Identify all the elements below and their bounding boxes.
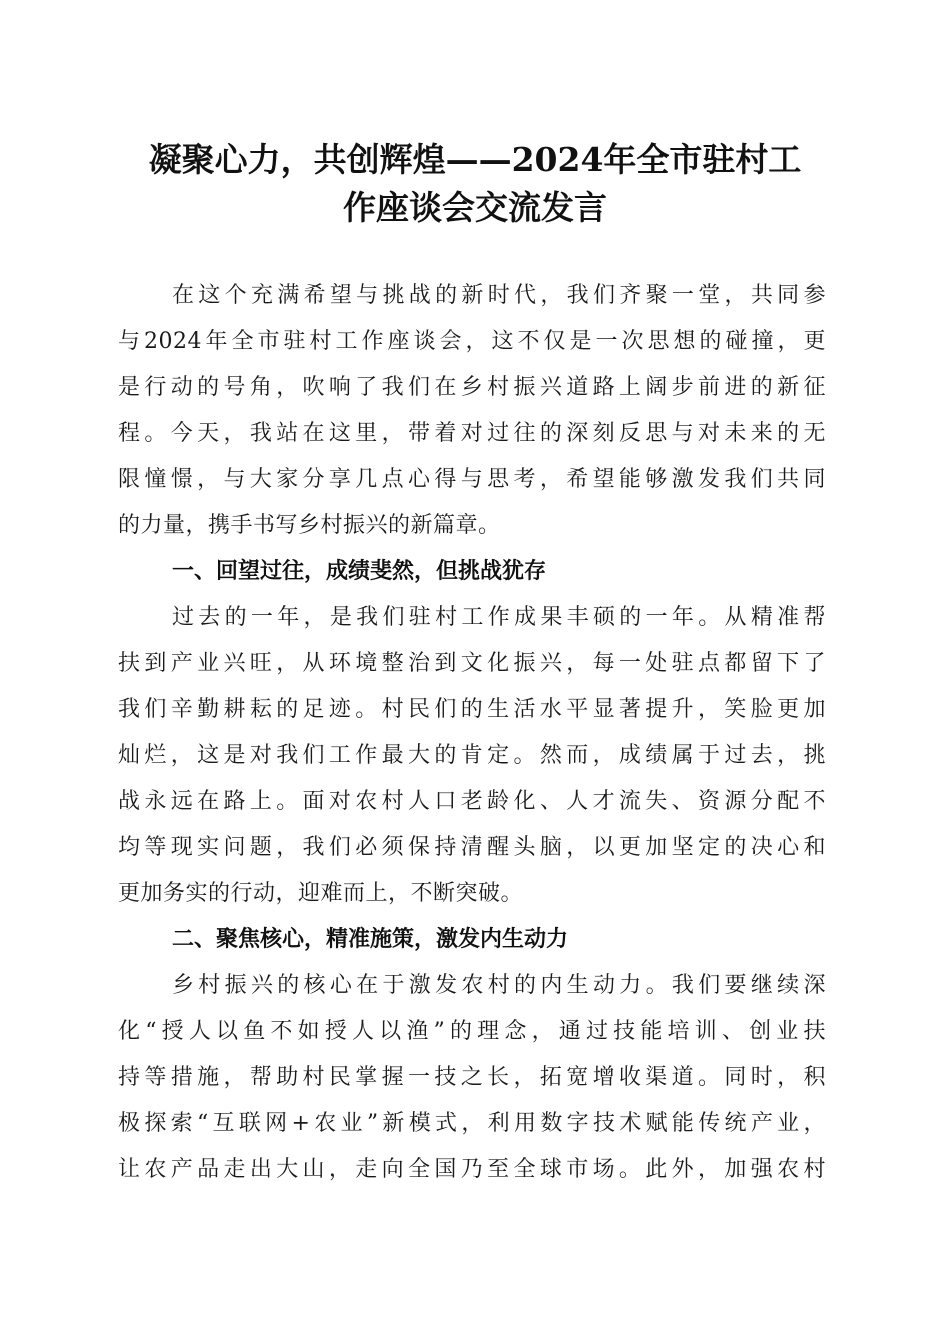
- section-2-line-5: 让农产品走出大山，走向全国乃至全球市场。此外，加强农村: [118, 1157, 826, 1182]
- section-1-line-1: 过去的一年，是我们驻村工作成果丰硕的一年。从精准帮: [172, 605, 826, 630]
- section-1-line-5: 战永远在路上。面对农村人口老龄化、人才流失、资源分配不: [118, 789, 826, 814]
- section-1-heading: 一、回望过往，成绩斐然，但挑战犹存: [172, 559, 547, 584]
- section-2-line-4: 极探索“互联网+农业”新模式，利用数字技术赋能传统产业，: [118, 1111, 826, 1136]
- intro-line-1: 在这个充满希望与挑战的新时代，我们齐聚一堂，共同参: [172, 283, 826, 308]
- section-1-line-6: 均等现实问题，我们必须保持清醒头脑，以更加坚定的决心和: [118, 835, 826, 860]
- section-2-line-3: 持等措施，帮助村民掌握一技之长，拓宽增收渠道。同时，积: [118, 1065, 826, 1090]
- section-1-line-3: 我们辛勤耕耘的足迹。村民们的生活水平显著提升，笑脸更加: [118, 697, 826, 722]
- intro-line-6: 的力量，携手书写乡村振兴的新篇章。: [118, 513, 501, 538]
- document-title-line-1: 凝聚心力，共创辉煌——2024年全市驻村工: [148, 140, 802, 179]
- section-2-line-1: 乡村振兴的核心在于激发农村的内生动力。我们要继续深: [172, 973, 826, 998]
- intro-line-3: 是行动的号角，吹响了我们在乡村振兴道路上阔步前进的新征: [118, 375, 826, 400]
- section-2-heading: 二、聚焦核心，精准施策，激发内生动力: [172, 927, 569, 952]
- intro-line-4: 程。今天，我站在这里，带着对过往的深刻反思与对未来的无: [118, 421, 826, 446]
- document-title-line-2: 作座谈会交流发言: [343, 188, 607, 227]
- section-1-line-7: 更加务实的行动，迎难而上，不断突破。: [118, 881, 524, 906]
- section-1-line-2: 扶到产业兴旺，从环境整治到文化振兴，每一处驻点都留下了: [118, 651, 826, 676]
- intro-line-2: 与2024年全市驻村工作座谈会，这不仅是一次思想的碰撞，更: [118, 329, 826, 354]
- section-2-line-2: 化“授人以鱼不如授人以渔”的理念，通过技能培训、创业扶: [118, 1019, 826, 1044]
- section-1-line-4: 灿烂，这是对我们工作最大的肯定。然而，成绩属于过去，挑: [118, 743, 826, 768]
- intro-line-5: 限憧憬，与大家分享几点心得与思考，希望能够激发我们共同: [118, 467, 826, 492]
